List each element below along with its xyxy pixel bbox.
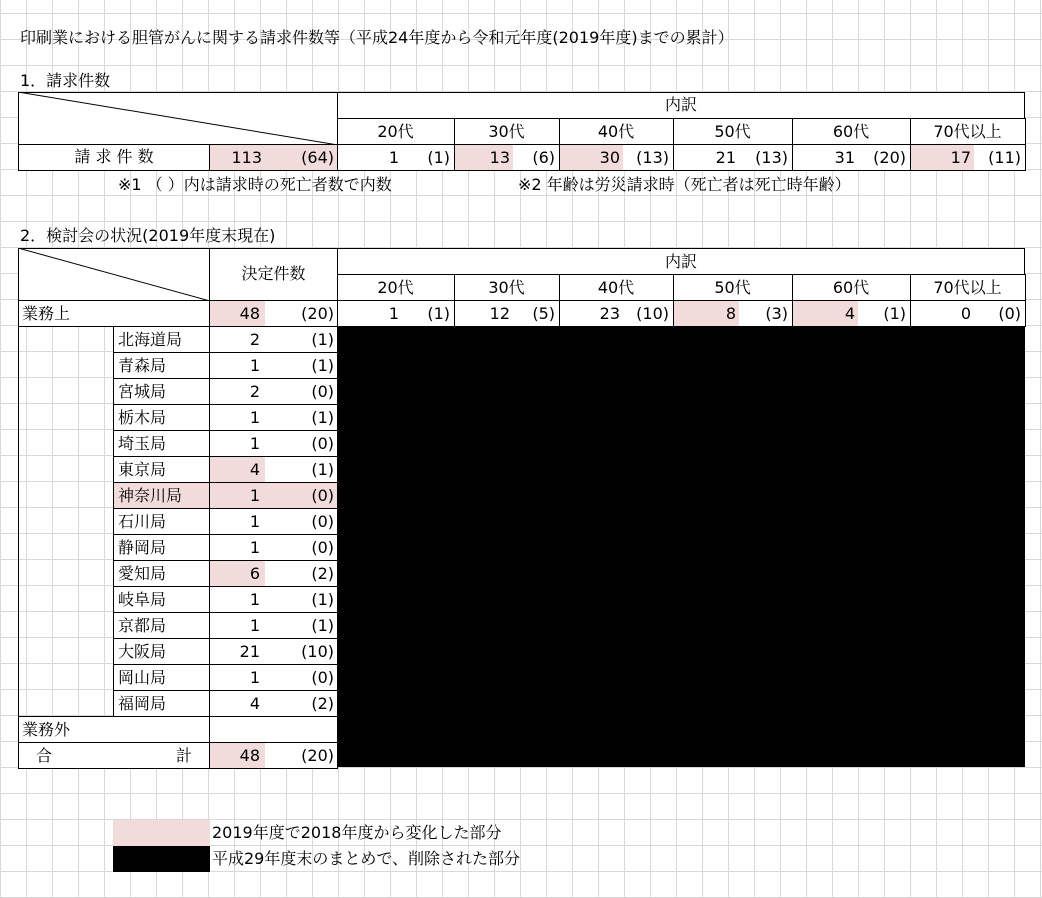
work-age-value-paren: (1) bbox=[427, 304, 450, 323]
work-age-value: 23 bbox=[599, 304, 620, 323]
age-value-paren: (13) bbox=[755, 148, 788, 167]
bureau-name: 石川局 bbox=[118, 512, 167, 531]
bureau-value-paren: (1) bbox=[311, 590, 334, 609]
age-header-label: 70代以上 bbox=[933, 122, 1002, 141]
work-age-value-paren: (1) bbox=[883, 304, 906, 323]
age-value: 1 bbox=[388, 148, 399, 167]
bureau-value-paren: (0) bbox=[311, 382, 334, 401]
bureau-value: 1 bbox=[249, 512, 260, 531]
age-value-paren: (13) bbox=[636, 148, 669, 167]
legend-pink-swatch bbox=[113, 820, 210, 846]
grand-total-value: 48 bbox=[239, 746, 260, 765]
bureau-value: 6 bbox=[249, 564, 260, 583]
age-value: 30 bbox=[599, 148, 620, 167]
age-header-label: 50代 bbox=[714, 122, 751, 141]
work-age-value: 1 bbox=[388, 304, 399, 323]
bureau-indent-spacer bbox=[18, 326, 114, 716]
age-header-label: 60代 bbox=[832, 278, 870, 297]
bureau-name: 埼玉局 bbox=[118, 434, 167, 453]
nonwork-value-cell bbox=[209, 716, 338, 743]
bureau-value: 1 bbox=[249, 668, 260, 687]
bureau-value-paren: (2) bbox=[311, 694, 334, 713]
bureau-value: 1 bbox=[249, 486, 260, 505]
bureau-value: 1 bbox=[249, 616, 260, 635]
bureau-value: 1 bbox=[249, 356, 260, 375]
bureau-value-paren: (0) bbox=[311, 512, 334, 531]
bureau-value: 1 bbox=[249, 538, 260, 557]
bureau-value-paren: (0) bbox=[311, 668, 334, 687]
bureau-name: 宮城局 bbox=[118, 382, 167, 401]
bureau-name: 京都局 bbox=[118, 616, 167, 635]
legend-black-text: 平成29年度末のまとめで、削除された部分 bbox=[212, 849, 521, 868]
grand-total-paren: (20) bbox=[301, 746, 334, 765]
breakdown-label: 内訳 bbox=[664, 252, 697, 271]
bureau-value: 2 bbox=[249, 382, 260, 401]
bureau-name: 静岡局 bbox=[118, 538, 167, 557]
decided-label: 決定件数 bbox=[241, 264, 306, 283]
bureau-value: 4 bbox=[249, 694, 260, 713]
work-age-value: 8 bbox=[725, 304, 736, 323]
grand-total-label-left: 合 bbox=[36, 746, 53, 765]
bureau-name: 福岡局 bbox=[118, 694, 167, 713]
age-header-label: 20代 bbox=[377, 122, 414, 141]
age-value-paren: (1) bbox=[427, 148, 450, 167]
bureau-value-paren: (0) bbox=[311, 434, 334, 453]
age-header-label: 70代以上 bbox=[933, 278, 1002, 297]
bureau-value: 21 bbox=[239, 642, 260, 661]
bureau-name: 栃木局 bbox=[118, 408, 167, 427]
bureau-value-paren: (1) bbox=[311, 356, 334, 375]
bureau-name: 東京局 bbox=[118, 460, 167, 479]
bureau-name: 大阪局 bbox=[118, 642, 167, 661]
bureau-name: 岐阜局 bbox=[118, 590, 167, 609]
breakdown-label: 内訳 bbox=[664, 95, 697, 114]
bureau-name: 岡山局 bbox=[118, 668, 167, 687]
work-age-value: 4 bbox=[844, 304, 855, 323]
age-value: 31 bbox=[834, 148, 855, 167]
grand-total-label-right: 計 bbox=[176, 746, 193, 765]
bureau-value-paren: (2) bbox=[311, 564, 334, 583]
bureau-name: 神奈川局 bbox=[118, 486, 183, 505]
age-value-paren: (20) bbox=[873, 148, 906, 167]
total-value: 113 bbox=[231, 148, 262, 167]
age-header-label: 30代 bbox=[488, 122, 525, 141]
age-value-paren: (6) bbox=[532, 148, 555, 167]
work-age-value-paren: (0) bbox=[998, 304, 1021, 323]
age-value: 21 bbox=[715, 148, 736, 167]
page-title: 印刷業における胆管がんに関する請求件数等（平成24年度から令和元年度(2019年度)までの累計） bbox=[20, 28, 734, 47]
bureau-value-paren: (0) bbox=[311, 486, 334, 505]
nonwork-label: 業務外 bbox=[22, 720, 71, 739]
age-value: 13 bbox=[489, 148, 510, 167]
bureau-name: 愛知局 bbox=[118, 564, 167, 583]
legend-pink-text: 2019年度で2018年度から変化した部分 bbox=[212, 823, 502, 842]
work-age-value-paren: (5) bbox=[532, 304, 555, 323]
total-paren: (64) bbox=[301, 148, 334, 167]
note-death-count: ※1 （ ）内は請求時の死亡者数で内数 bbox=[118, 175, 392, 194]
legend-black-swatch bbox=[113, 846, 210, 872]
bureau-name: 北海道局 bbox=[118, 330, 183, 349]
bureau-value: 1 bbox=[249, 434, 260, 453]
redacted-block bbox=[337, 326, 1025, 767]
age-header-label: 50代 bbox=[714, 278, 751, 297]
bureau-value: 2 bbox=[249, 330, 260, 349]
header-diagonal-line bbox=[18, 92, 338, 145]
header-diagonal-line bbox=[18, 248, 210, 301]
bureau-value-paren: (1) bbox=[311, 460, 334, 479]
work-total-value: 48 bbox=[239, 304, 260, 323]
age-header-label: 30代 bbox=[488, 278, 525, 297]
section2-heading: 2．検討会の状況(2019年度末現在) bbox=[20, 226, 276, 245]
bureau-value: 4 bbox=[249, 460, 260, 479]
work-age-value-paren: (10) bbox=[636, 304, 669, 323]
age-value: 17 bbox=[950, 148, 971, 167]
work-total-paren: (20) bbox=[301, 304, 334, 323]
note-age: ※2 年齢は労災請求時（死亡者は死亡時年齢） bbox=[518, 175, 851, 194]
bureau-value-paren: (10) bbox=[301, 642, 334, 661]
bureau-value: 1 bbox=[249, 590, 260, 609]
section1-heading: 1．請求件数 bbox=[20, 71, 111, 90]
bureau-value-paren: (1) bbox=[311, 330, 334, 349]
age-header-label: 20代 bbox=[377, 278, 414, 297]
bureau-name: 青森局 bbox=[118, 356, 167, 375]
row-label: 請 求 件 数 bbox=[74, 147, 154, 166]
age-value-paren: (11) bbox=[988, 148, 1021, 167]
work-age-value: 0 bbox=[960, 304, 971, 323]
bureau-value: 1 bbox=[249, 408, 260, 427]
work-age-value: 12 bbox=[489, 304, 510, 323]
work-age-value-paren: (3) bbox=[765, 304, 788, 323]
age-header-label: 40代 bbox=[597, 278, 635, 297]
work-label: 業務上 bbox=[22, 304, 71, 323]
age-header-label: 60代 bbox=[832, 122, 870, 141]
age-header-label: 40代 bbox=[597, 122, 635, 141]
bureau-value-paren: (0) bbox=[311, 538, 334, 557]
bureau-value-paren: (1) bbox=[311, 616, 334, 635]
bureau-value-paren: (1) bbox=[311, 408, 334, 427]
